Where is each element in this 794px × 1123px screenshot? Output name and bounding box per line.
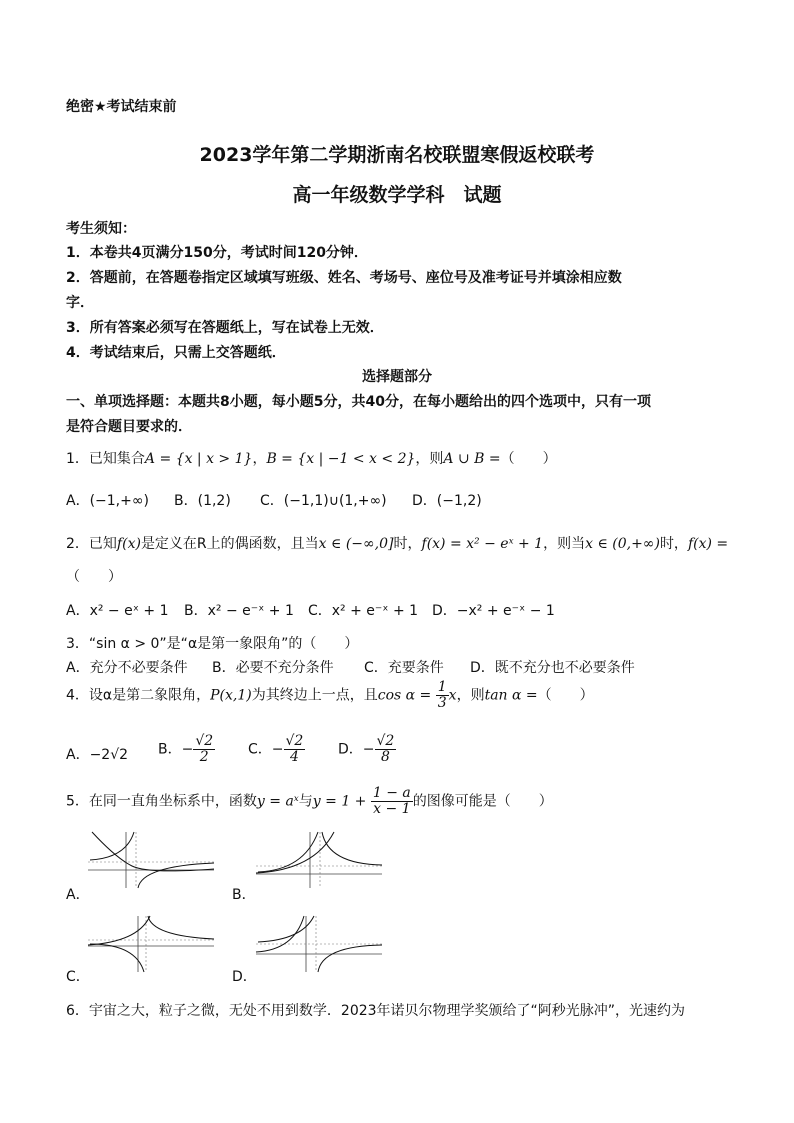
notice-item: 2．答题前，在答题卷指定区域填写班级、姓名、考场号、座位号及准考证号并填涂相应数 xyxy=(66,270,622,286)
q2-option-c: C．x² + e⁻ˣ + 1 xyxy=(308,603,419,619)
exam-title: 2023学年第二学期浙南名校联盟寒假返校联考 xyxy=(199,144,595,166)
q3-option-a: A．充分不必要条件 xyxy=(66,660,188,676)
notice-item: 4．考试结束后，只需上交答题纸． xyxy=(66,345,286,361)
q2-option-a: A．x² − eˣ + 1 xyxy=(66,603,169,619)
q5-label-b: B． xyxy=(232,887,256,903)
q1-option-b: B．(1,2) xyxy=(174,493,231,509)
section-instruction: 一、单项选择题：本题共8小题，每小题5分，共40分，在每小题给出的四个选项中，只有一项 xyxy=(66,394,651,410)
fraction: $\frac{1}{3}$ xyxy=(437,679,447,711)
q5-label-d: D． xyxy=(232,969,257,985)
graph-a xyxy=(86,830,216,890)
q4-option-b: B．− $\frac{√2}{2}$ xyxy=(158,733,214,765)
section-heading: 选择题部分 xyxy=(362,369,432,385)
q2-option-d: D．−x² + e⁻ˣ − 1 xyxy=(432,603,555,619)
exam-subtitle: 高一年级数学学科 试题 xyxy=(292,184,502,206)
question-6: 6．宇宙之大，粒子之微，无处不用到数学．2023年诺贝尔物理学奖颁给了“阿秒光脉冲”，光速约为 xyxy=(66,1003,686,1019)
q4-option-d: D．− $\frac{√2}{8}$ xyxy=(338,733,395,765)
set-a: A = {x | x > 1} xyxy=(144,451,253,467)
notice-item: 3．所有答案必须写在答题纸上，写在试卷上无效． xyxy=(66,320,384,336)
q4-option-c: C．− $\frac{√2}{4}$ xyxy=(248,733,304,765)
q5-label-a: A． xyxy=(66,887,90,903)
q1-option-a: A．(−1,+∞) xyxy=(66,493,149,509)
confidential-label: 绝密★考试结束前 xyxy=(66,99,177,115)
question-2-blank: （ ） xyxy=(66,569,122,585)
q1-option-d: D．(−1,2) xyxy=(412,493,482,509)
section-instruction: 是符合题目要求的． xyxy=(66,419,192,435)
graph-c xyxy=(86,914,216,974)
graph-b xyxy=(254,830,384,890)
q5-label-c: C． xyxy=(66,969,90,985)
question-2: 2．已知f(x)是定义在R上的偶函数，且当x ∈ (−∞,0]时，f(x) = x² − eˣ + 1，则当x ∈ (0,+∞)时，f(x) = xyxy=(66,536,729,552)
notice-heading: 考生须知： xyxy=(66,221,136,237)
q3-option-d: D．既不充分也不必要条件 xyxy=(470,660,635,676)
question-5: 5．在同一直角坐标系中，函数y = aˣ与y = 1 + $\frac{1 - a}{x - 1}$ 的图像可能是（ ） xyxy=(66,785,553,817)
q3-option-b: B．必要不充分条件 xyxy=(212,660,334,676)
notice-item: 1．本卷共4页满分150分，考试时间120分钟． xyxy=(66,245,368,261)
question-3: 3．“sin α > 0”是“α是第一象限角”的（ ） xyxy=(66,636,359,652)
question-4: 4．设α是第二象限角，P(x,1)为其终边上一点，且cos α = $\frac{1}{3}$ x，则tan α =（ ） xyxy=(66,679,594,711)
graph-d xyxy=(254,914,384,974)
fraction: $\frac{1 - a}{x - 1}$ xyxy=(372,785,411,817)
q1-option-c: C．(−1,1)∪(1,+∞) xyxy=(260,493,387,509)
question-1: 1．已知集合A = {x | x > 1}，B = {x | −1 < x < 2}，则A ∪ B =（ ） xyxy=(66,451,557,467)
notice-item: 字． xyxy=(66,295,94,311)
set-b: B = {x | −1 < x < 2} xyxy=(266,451,416,467)
q4-option-a: A．−2√2 xyxy=(66,747,129,763)
q3-option-c: C．充要条件 xyxy=(364,660,444,676)
q2-option-b: B．x² − e⁻ˣ + 1 xyxy=(184,603,294,619)
